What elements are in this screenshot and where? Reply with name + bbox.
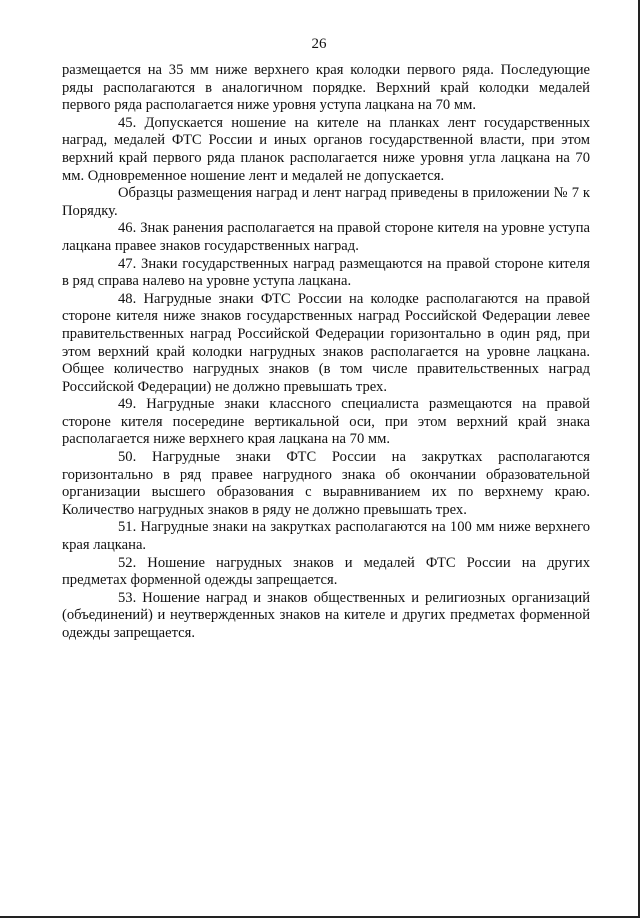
paragraph-52: 52. Ношение нагрудных знаков и медалей ФТС России на других предметах форменной одежды запрещается.	[62, 554, 590, 589]
paragraph-samples: Образцы размещения наград и лент наград приведены в приложении № 7 к Порядку.	[62, 185, 590, 219]
paragraph-46: 46. Знак ранения располагается на правой стороне кителя на уровне уступа лацкана правее знаков государственных наград.	[62, 220, 590, 254]
paragraph-51: 51. Нагрудные знаки на закрутках располагаются на 100 мм ниже верхнего края лацкана.	[62, 519, 590, 554]
page-number: 26	[311, 36, 327, 52]
paragraph-47: 47. Знаки государственных наград размещаются на правой стороне кителя в ряд справа налево на уровне уступа лацкана.	[62, 255, 590, 290]
paragraph-53: 53. Ношение наград и знаков общественных и религиозных организаций (объединений) и неутвержденных знаков на кителе и других предметах форменной одежды запрещается.	[62, 589, 590, 641]
paragraph-48: 48. Нагрудные знаки ФТС России на колодке располагаются на правой стороне кителя ниже знаков государственных наград Российской Федерации левее правительственных наград Российской Федерации горизонтально в один ряд, при этом верхний край колодки нагрудных знаков располагается на уровне лацкана. Общее количество нагрудных знаков (в том числе правительственных наград Российской Федерации) не должно превышать трех.	[62, 290, 590, 395]
paragraph-49: 49. Нагрудные знаки классного специалиста размещаются на правой стороне кителя посередине вертикальной оси, при этом верхний край знака располагается ниже верхнего края лацкана на 70 мм.	[62, 396, 590, 448]
paragraph-continuation: размещается на 35 мм ниже верхнего края колодки первого ряда. Последующие ряды располагаются в аналогичном порядке. Верхний край колодки медалей первого ряда располагается ниже уровня уступа лацкана на 70 мм.	[62, 62, 590, 114]
document-body	[62, 62, 590, 643]
paragraph-50: 50. Нагрудные знаки ФТС России на закрутках располагаются горизонтально в ряд правее нагрудного знака об окончании образовательной организации высшего образования с выравниванием их по верхнему краю. Количество нагрудных знаков в ряду не должно превышать трех.	[62, 449, 590, 518]
paragraph-45: 45. Допускается ношение на кителе на планках лент государственных наград, медалей ФТС России и иных органов государственной власти, при этом верхний край первого ряда планок располагается ниже уровня угла лацкана на 70 мм. Одновременное ношение лент и медалей не допускается.	[62, 114, 590, 184]
